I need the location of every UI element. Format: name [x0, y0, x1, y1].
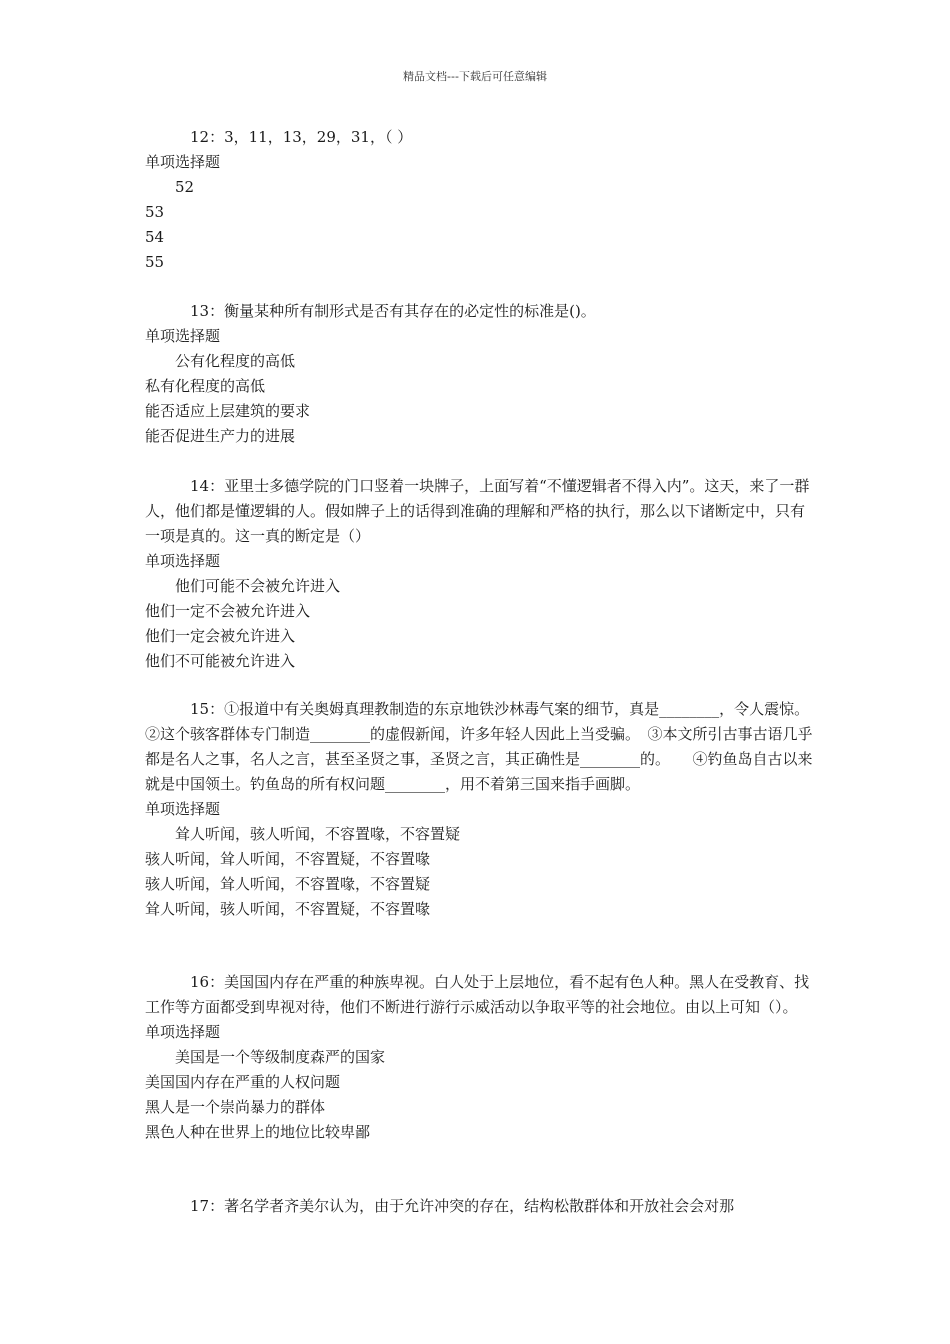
option: 私有化程度的高低: [145, 377, 266, 395]
option: 能否促进生产力的进展: [145, 427, 296, 445]
option: 美国国内存在严重的人权问题: [145, 1073, 341, 1091]
question-stem: 13：衡量某种所有制形式是否有其存在的必定性的标准是()。: [190, 302, 596, 320]
question-12: [145, 125, 815, 275]
option: 能否适应上层建筑的要求: [145, 402, 311, 420]
option: 骇人听闻，耸人听闻，不容置喙，不容置疑: [145, 875, 431, 893]
option: 他们一定会被允许进入: [145, 627, 296, 645]
question-stem: 15：①报道中有关奥姆真理教制造的东京地铁沙林毒气案的细节，真是________，令人震惊。 ②这个骇客群体专门制造________的虚假新闻，许多年轻人因此上当受骗。 ③本文所引古事古语几乎都是名人之事，名人之言，甚至圣贤之事，圣贤之言，其正确性是________的。 ④钓鱼岛自古以来就是中国领土。钓鱼岛的所有权问题________，用不着第三国来指手画脚。: [145, 700, 832, 793]
question-type: 单项选择题: [145, 327, 221, 345]
option: 54: [145, 228, 165, 246]
option: 公有化程度的高低: [175, 352, 296, 370]
question-stem: 12：3，11，13，29，31，（ ）: [190, 128, 413, 146]
question-14: [145, 474, 815, 674]
option: 耸人听闻，骇人听闻，不容置疑，不容置喙: [145, 900, 431, 918]
question-stem: 14：亚里士多德学院的门口竖着一块牌子，上面写着“不懂逻辑者不得入内”。这天，来了一群人，他们都是懂逻辑的人。假如牌子上的话得到准确的理解和严格的执行，那么以下诸断定中，只有一项是真的。这一真的断定是（）: [145, 477, 810, 545]
question-type: 单项选择题: [145, 552, 221, 570]
question-stem: 17：著名学者齐美尔认为，由于允许冲突的存在，结构松散群体和开放社会会对那: [190, 1197, 735, 1215]
option: 黑人是一个崇尚暴力的群体: [145, 1098, 326, 1116]
question-16: [145, 970, 815, 1145]
option: 他们可能不会被允许进入: [175, 577, 341, 595]
option: 黑色人种在世界上的地位比较卑鄙: [145, 1123, 371, 1141]
question-stem: 16：美国国内存在严重的种族卑视。白人处于上层地位，看不起有色人种。黑人在受教育、找工作等方面都受到卑视对待，他们不断进行游行示威活动以争取平等的社会地位。由以上可知（）。: [145, 973, 810, 1016]
question-type: 单项选择题: [145, 153, 221, 171]
option: 美国是一个等级制度森严的国家: [175, 1048, 386, 1066]
question-type: 单项选择题: [145, 800, 221, 818]
question-17: [145, 1194, 815, 1219]
page-header: 精品文档---下载后可任意编辑: [403, 70, 547, 83]
question-15: [145, 697, 832, 922]
option: 52: [175, 178, 195, 196]
option: 53: [145, 203, 165, 221]
option: 骇人听闻，耸人听闻，不容置疑，不容置喙: [145, 850, 431, 868]
option: 他们不可能被允许进入: [145, 652, 296, 670]
question-type: 单项选择题: [145, 1023, 221, 1041]
option: 耸人听闻，骇人听闻，不容置喙，不容置疑: [175, 825, 461, 843]
option: 55: [145, 253, 165, 271]
option: 他们一定不会被允许进入: [145, 602, 311, 620]
question-13: [145, 299, 815, 449]
